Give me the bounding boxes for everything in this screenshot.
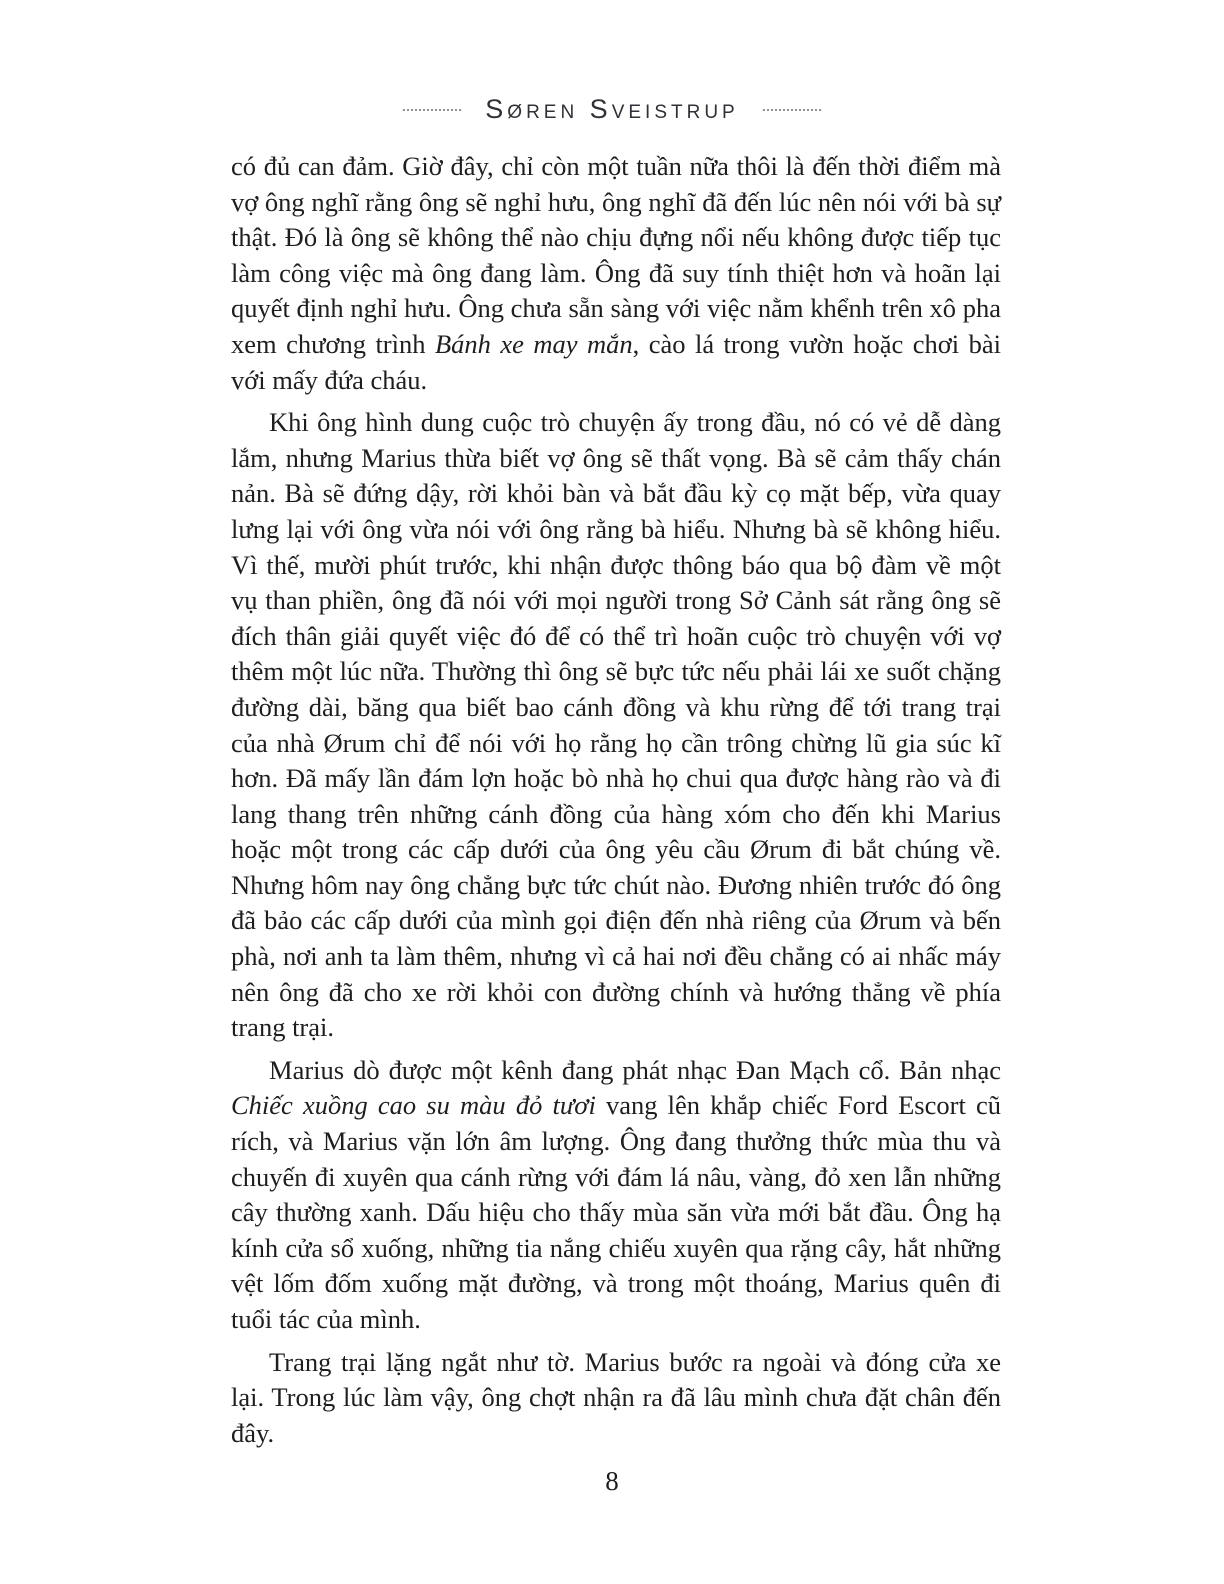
text-run: , cào lá trong vườn hoặc chơi bài với mấy đứa cháu. — [231, 328, 1002, 395]
dotted-ornament-right-icon — [763, 109, 821, 111]
italic-text-run: Chiếc xuồng cao su màu đỏ tươi — [231, 1090, 596, 1121]
text-run: có đủ can đảm. Giờ đây, chỉ còn một tuần nữa thôi là đến thời điểm mà vợ ông nghĩ rằng ông sẽ nghỉ hưu, ông nghĩ đã đến lúc nên nói với bà sự thật. Đó là ông sẽ không thể nào chịu đựng nổi nếu không được tiếp tục làm công việc mà ông đang làm. Ông đã suy tính thiệt hơn và hoãn lại quyết định nghỉ hưu. Ông chưa sẵn sàng với việc nằm khểnh trên xô pha xem chương trình — [231, 151, 1001, 359]
paragraph — [231, 1345, 1001, 1452]
italic-text-run: Bánh xe may mắn — [434, 328, 633, 359]
paragraph — [231, 149, 1001, 398]
paragraph — [231, 1053, 1001, 1338]
text-run: Trang trại lặng ngắt như tờ. Marius bước ra ngoài và đóng cửa xe lại. Trong lúc làm vậy, ông chợt nhận ra đã lâu mình chưa đặt chân đến đây. — [231, 1346, 1001, 1448]
page-number: 8 — [605, 1466, 619, 1496]
text-run: Khi ông hình dung cuộc trò chuyện ấy trong đầu, nó có vẻ dễ dàng lắm, nhưng Marius thừa biết vợ ông sẽ thất vọng. Bà sẽ cảm thấy chán nản. Bà sẽ đứng dậy, rời khỏi bàn và bắt đầu kỳ cọ mặt bếp, vừa quay lưng lại với ông vừa nói với ông rằng bà hiểu. Nhưng bà sẽ không hiểu. Vì thế, mười phút trước, khi nhận được thông báo qua bộ đàm về một vụ than phiền, ông đã nói với mọi người trong Sở Cảnh sát rằng ông sẽ đích thân giải quyết việc đó để có thể trì hoãn cuộc trò chuyện với vợ thêm một lúc nữa. Thường thì ông sẽ bực tức nếu phải lái xe suốt chặng đường dài, băng qua biết bao cánh đồng và khu rừng để tới trang trại của nhà Ørum chỉ để nói với họ rằng họ cần trông chừng lũ gia súc kĩ hơn. Đã mấy lần đám lợn hoặc bò nhà họ chui qua được hàng rào và đi lang thang trên những cánh đồng của hàng xóm cho đến khi Marius hoặc một trong các cấp dưới của ông yêu cầu Ørum đi bắt chúng về. Nhưng hôm nay ông chẳng bực tức chút nào. Đương nhiên trước đó ông đã bảo các cấp dưới của mình gọi điện đến nhà riêng của Ørum và bến phà, nơi anh ta làm thêm, nhưng vì cả hai nơi đều chẳng có ai nhấc máy nên ông đã cho xe rời khỏi con đường chính và hướng thẳng về phía trang trại. — [231, 407, 1001, 1043]
dotted-ornament-left-icon — [403, 109, 461, 111]
running-header — [0, 94, 1224, 125]
author-name: Søren Sveistrup — [485, 94, 739, 124]
text-run: Marius dò được một kênh đang phát nhạc Đan Mạch cổ. Bản nhạc — [269, 1054, 1001, 1085]
paragraph — [231, 405, 1001, 1046]
page-body — [231, 149, 1001, 1458]
text-run: vang lên khắp chiếc Ford Escort cũ rích, và Marius vặn lớn âm lượng. Ông đang thưởng thức mùa thu và chuyến đi xuyên qua cánh rừng với đám lá nâu, vàng, đỏ xen lẫn những cây thường xanh. Dấu hiệu cho thấy mùa săn vừa mới bắt đầu. Ông hạ kính cửa sổ xuống, những tia nắng chiếu xuyên qua rặng cây, hắt những vệt lốm đốm xuống mặt đường, và trong một thoáng, Marius quên đi tuổi tác của mình. — [231, 1090, 1001, 1334]
